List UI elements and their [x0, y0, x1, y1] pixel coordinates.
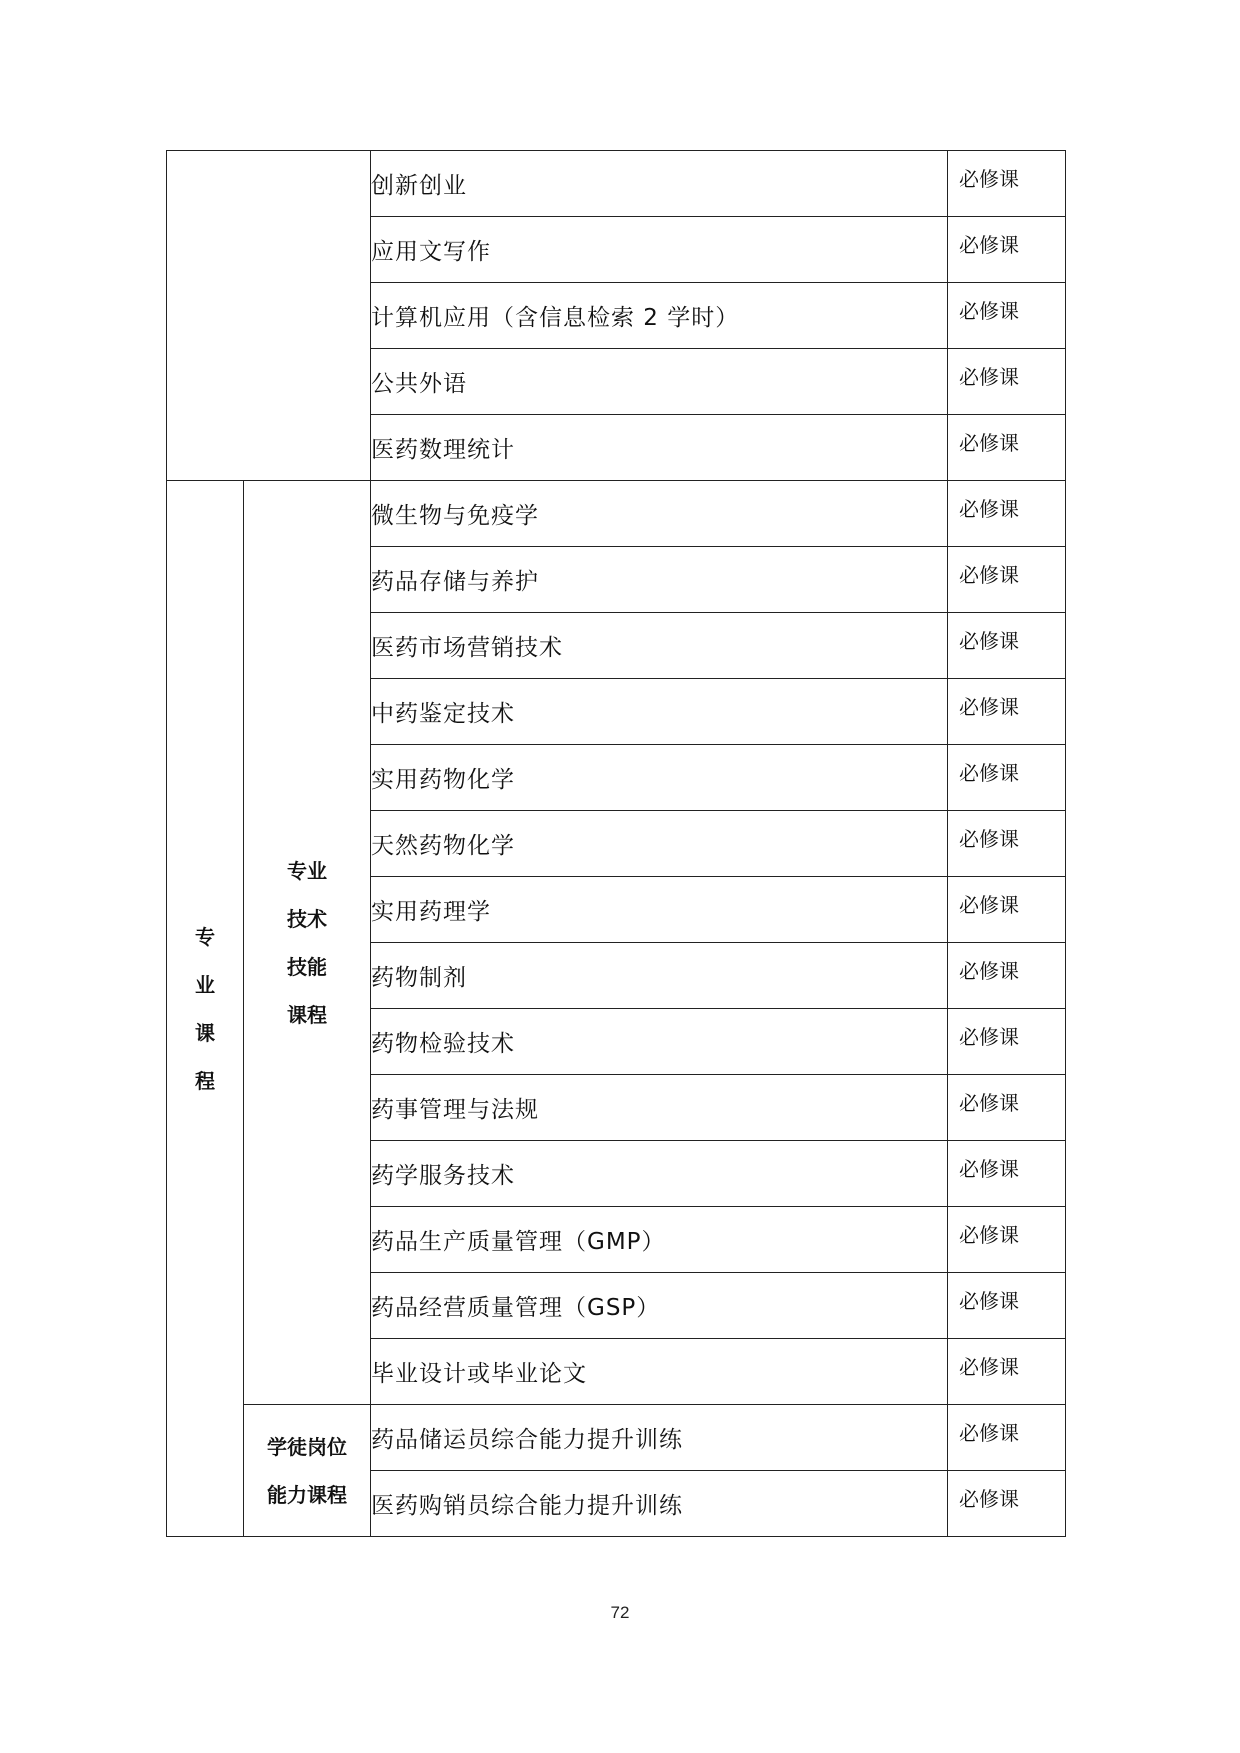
course-type: 必修课: [948, 1471, 1066, 1537]
page-number: 72: [610, 1603, 630, 1622]
course-type: 必修课: [948, 1273, 1066, 1339]
course-type: 必修课: [948, 811, 1066, 877]
group-label-line: 学徒岗位: [267, 1434, 347, 1459]
course-name: 创新创业: [371, 151, 948, 217]
course-type: 必修课: [948, 1339, 1066, 1405]
course-name: 药事管理与法规: [371, 1075, 948, 1141]
course-type: 必修课: [948, 1009, 1066, 1075]
category-char: 课: [195, 1020, 215, 1045]
course-name: 毕业设计或毕业论文: [371, 1339, 948, 1405]
course-type: 必修课: [948, 679, 1066, 745]
course-name: 药品生产质量管理（GMP）: [371, 1207, 948, 1273]
course-name: 药学服务技术: [371, 1141, 948, 1207]
course-name: 药品存储与养护: [371, 547, 948, 613]
course-type: 必修课: [948, 745, 1066, 811]
group-label-line: 能力课程: [267, 1482, 347, 1507]
group-label-line: 课程: [287, 1002, 327, 1027]
course-name: 药物制剂: [371, 943, 948, 1009]
course-name: 药品经营质量管理（GSP）: [371, 1273, 948, 1339]
course-type: 必修课: [948, 283, 1066, 349]
course-name: 应用文写作: [371, 217, 948, 283]
course-name: 药物检验技术: [371, 1009, 948, 1075]
course-type: 必修课: [948, 613, 1066, 679]
course-type: 必修课: [948, 1075, 1066, 1141]
table-row: [167, 151, 1066, 217]
group-label-line: 技术: [287, 906, 327, 931]
skills-group-label: [244, 481, 371, 1405]
category-char: 程: [195, 1068, 215, 1093]
category-char: 专: [195, 924, 215, 949]
category-char: 业: [195, 972, 215, 997]
course-type: 必修课: [948, 481, 1066, 547]
curriculum-table: [166, 150, 1066, 1537]
course-type: 必修课: [948, 151, 1066, 217]
course-type: 必修课: [948, 415, 1066, 481]
course-name: 医药市场营销技术: [371, 613, 948, 679]
course-type: 必修课: [948, 877, 1066, 943]
course-type: 必修课: [948, 1405, 1066, 1471]
course-name: 医药购销员综合能力提升训练: [371, 1471, 948, 1537]
course-name: 公共外语: [371, 349, 948, 415]
professional-category-label: [167, 481, 244, 1537]
group-label-line: 技能: [287, 954, 327, 979]
course-type: 必修课: [948, 349, 1066, 415]
group-label-line: 专业: [287, 858, 327, 883]
course-name: 药品储运员综合能力提升训练: [371, 1405, 948, 1471]
course-type: 必修课: [948, 1207, 1066, 1273]
apprentice-group-label: [244, 1405, 371, 1537]
course-name: 中药鉴定技术: [371, 679, 948, 745]
course-name: 微生物与免疫学: [371, 481, 948, 547]
course-type: 必修课: [948, 943, 1066, 1009]
course-name: 实用药物化学: [371, 745, 948, 811]
course-name: 计算机应用（含信息检索 2 学时）: [371, 283, 948, 349]
table-row: [167, 481, 1066, 547]
course-type: 必修课: [948, 1141, 1066, 1207]
course-type: 必修课: [948, 217, 1066, 283]
general-category-cell: [167, 151, 371, 481]
course-type: 必修课: [948, 547, 1066, 613]
course-name: 医药数理统计: [371, 415, 948, 481]
course-name: 实用药理学: [371, 877, 948, 943]
course-name: 天然药物化学: [371, 811, 948, 877]
table-row: [167, 1405, 1066, 1471]
